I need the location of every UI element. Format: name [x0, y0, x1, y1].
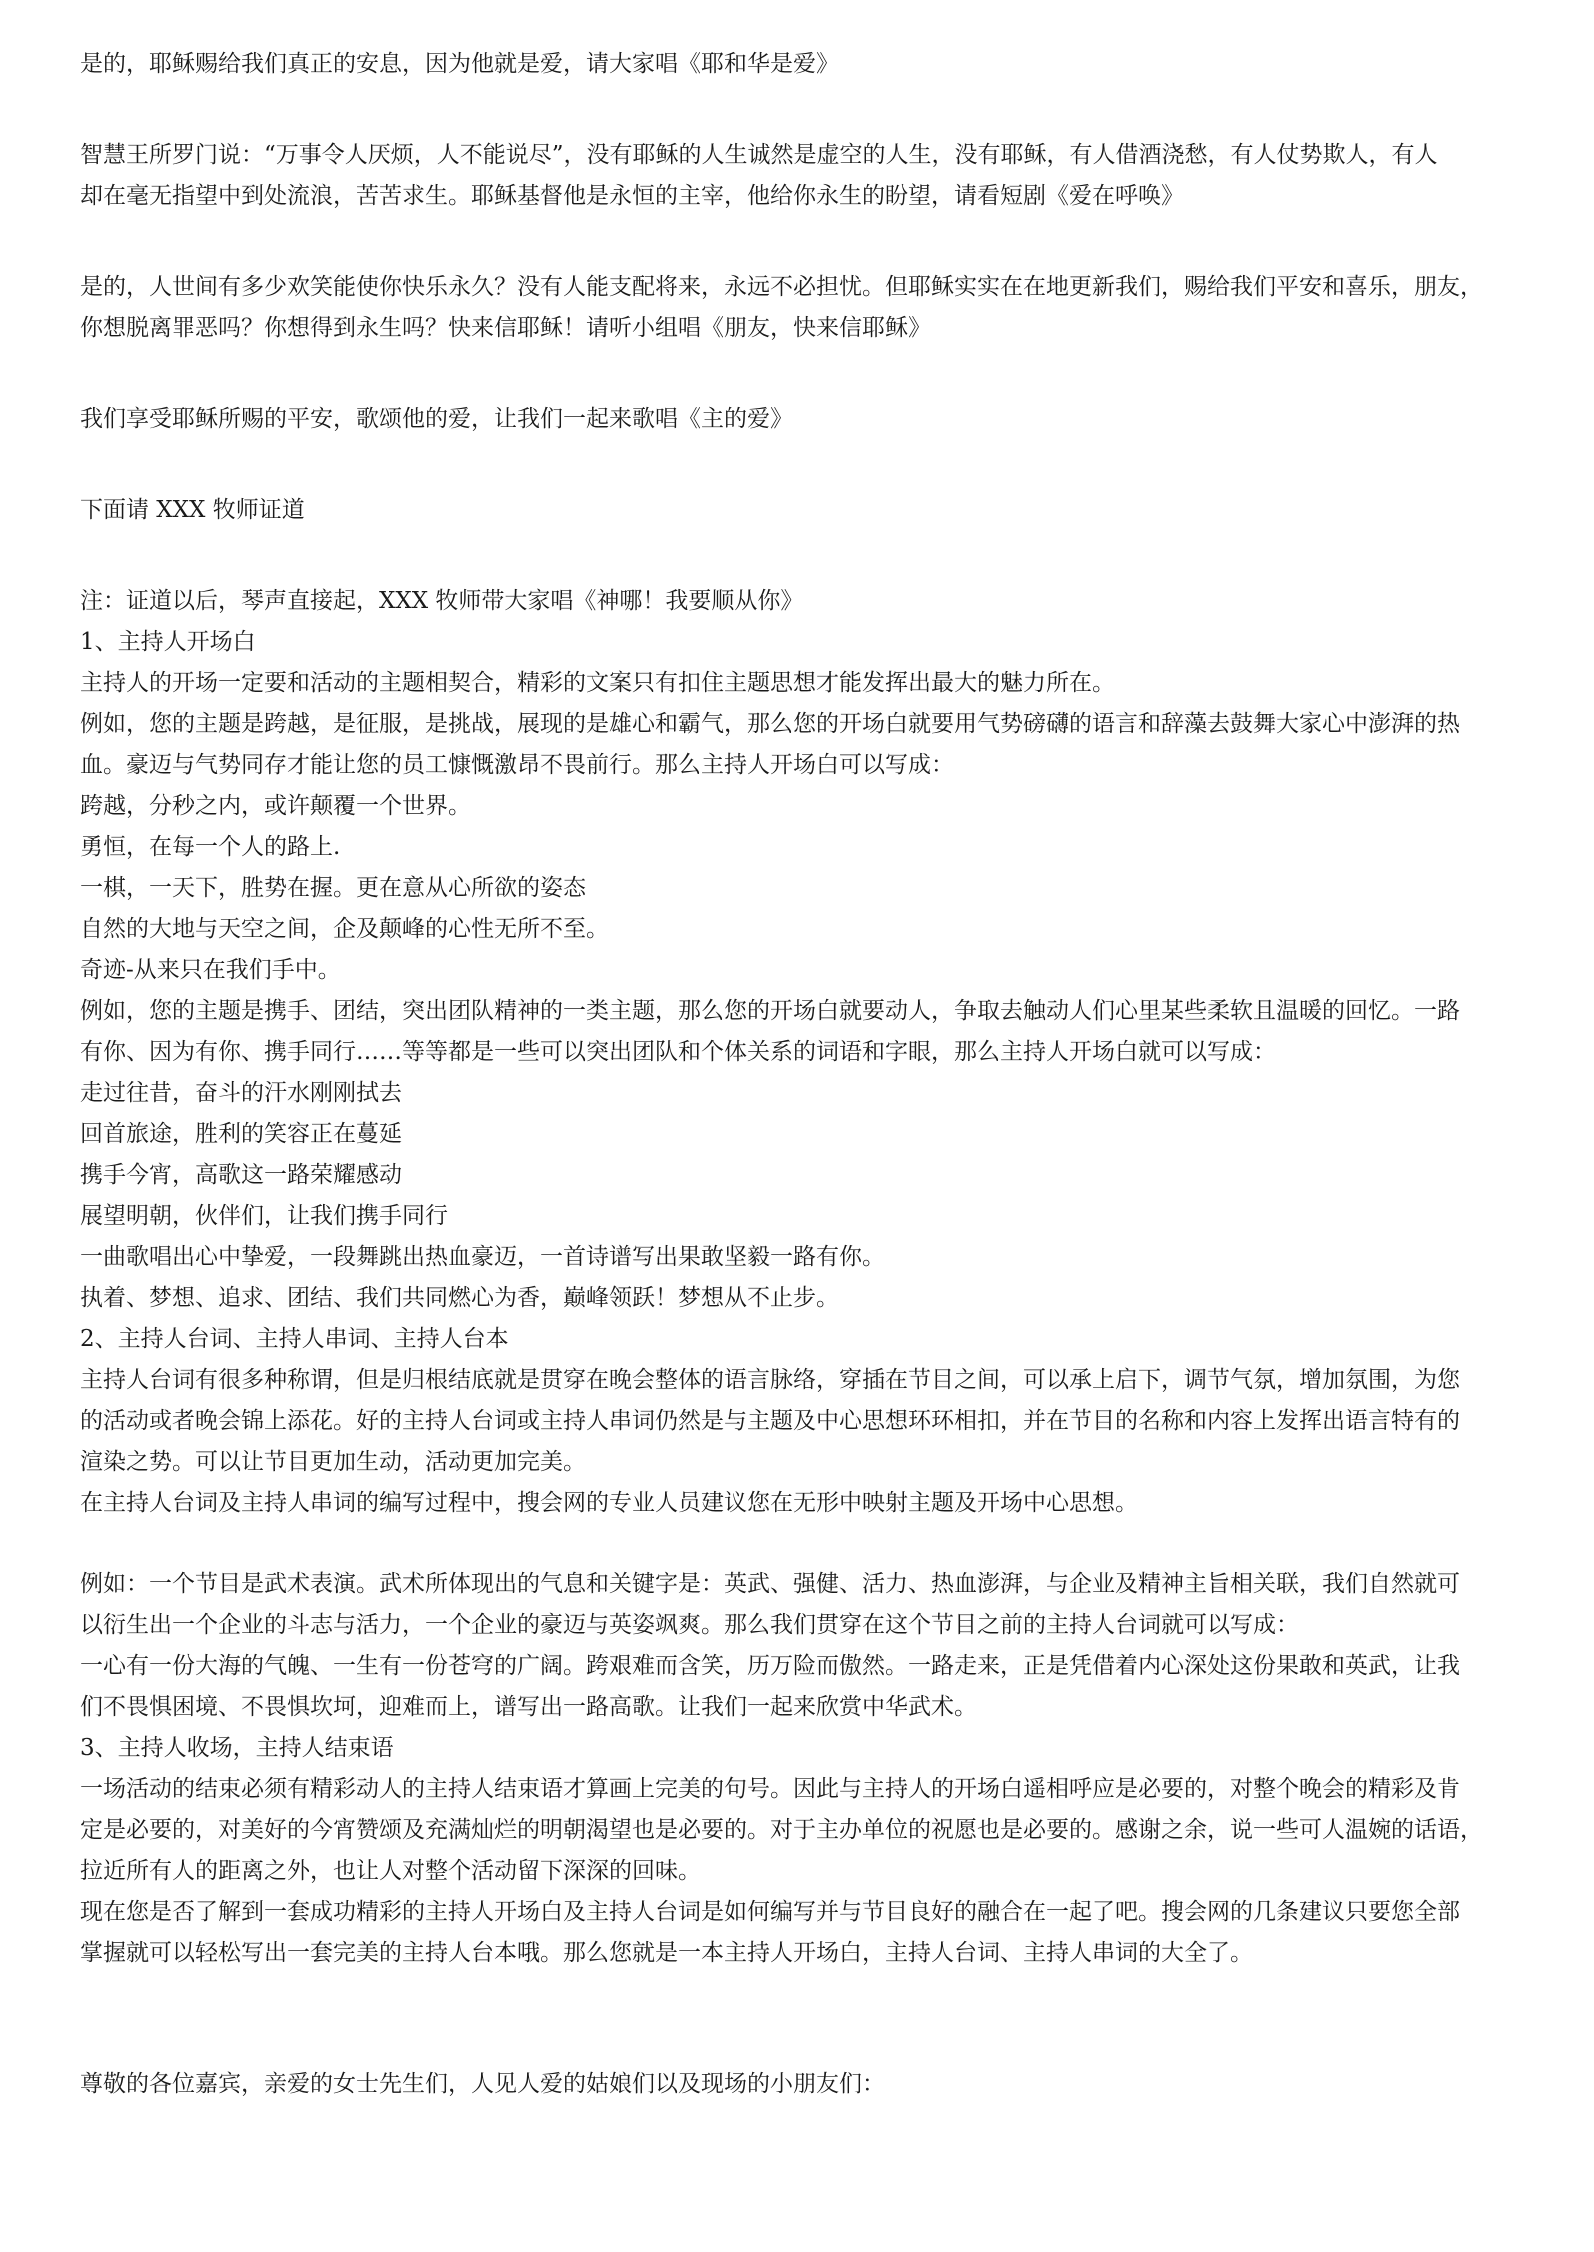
intro-paragraph-3-line-2: 你想脱离罪恶吗？你想得到永生吗？快来信耶稣！请听小组唱《朋友，快来信耶稣》: [80, 315, 931, 341]
section-1-line: 奇迹-从来只在我们手中。: [80, 957, 341, 983]
intro-paragraph-1: 是的，耶稣赐给我们真正的安息，因为他就是爱，请大家唱《耶和华是爱》: [80, 51, 839, 77]
section-1-line: 主持人的开场一定要和活动的主题相契合，精彩的文案只有扣住主题思想才能发挥出最大的魅力所在。: [80, 670, 1115, 696]
section-1-line: 血。豪迈与气势同存才能让您的员工慷慨激昂不畏前行。那么主持人开场白可以写成：: [80, 752, 954, 778]
section-2-line: 的活动或者晚会锦上添花。好的主持人台词或主持人串词仍然是与主题及中心思想环环相扣，并在节目的名称和内容上发挥出语言特有的: [80, 1408, 1460, 1434]
section-3-line: 一场活动的结束必须有精彩动人的主持人结束语才算画上完美的句号。因此与主持人的开场白遥相呼应是必要的，对整个晚会的精彩及肯: [80, 1776, 1460, 1802]
section-3-line: 拉近所有人的距离之外，也让人对整个活动留下深深的回味。: [80, 1858, 701, 1884]
section-1-line: 回首旅途，胜利的笑容正在蔓延: [80, 1121, 402, 1147]
section-1-line: 携手今宵，高歌这一路荣耀感动: [80, 1162, 402, 1188]
section-3-line: 掌握就可以轻松写出一套完美的主持人台本哦。那么您就是一本主持人开场白，主持人台词、主持人串词的大全了。: [80, 1940, 1253, 1966]
section-1-line: 有你、因为有你、携手同行……等等都是一些可以突出团队和个体关系的词语和字眼，那么主持人开场白就可以写成：: [80, 1039, 1276, 1065]
section-1-line: 勇恒，在每一个人的路上.: [80, 834, 341, 860]
section-1-line: 展望明朝，伙伴们，让我们携手同行: [80, 1203, 448, 1229]
section-1-line: 一棋，一天下，胜势在握。更在意从心所欲的姿态: [80, 875, 586, 901]
intro-note: 注：证道以后，琴声直接起，XXX 牧师带大家唱《神哪！我要顺从你》: [80, 588, 804, 614]
intro-paragraph-2-line-2: 却在毫无指望中到处流浪，苦苦求生。耶稣基督他是永恒的主宰，他给你永生的盼望，请看短剧《爱在呼唤》: [80, 183, 1184, 209]
section-1-heading: 1、主持人开场白: [80, 629, 256, 655]
section-1-line: 例如，您的主题是跨越，是征服，是挑战，展现的是雄心和霸气，那么您的开场白就要用气势磅礴的语言和辞藻去鼓舞大家心中澎湃的热: [80, 711, 1460, 737]
section-2-line: 以衍生出一个企业的斗志与活力，一个企业的豪迈与英姿飒爽。那么我们贯穿在这个节目之前的主持人台词就可以写成：: [80, 1612, 1299, 1638]
section-2-line: 主持人台词有很多种称谓，但是归根结底就是贯穿在晚会整体的语言脉络，穿插在节目之间，可以承上启下，调节气氛，增加氛围，为您: [80, 1367, 1460, 1393]
section-2-line: 一心有一份大海的气魄、一生有一份苍穹的广阔。跨艰难而含笑，历万险而傲然。一路走来，正是凭借着内心深处这份果敢和英武，让我: [80, 1653, 1460, 1679]
section-1-line: 走过往昔，奋斗的汗水刚刚拭去: [80, 1080, 402, 1106]
section-2-line: 在主持人台词及主持人串词的编写过程中，搜会网的专业人员建议您在无形中映射主题及开场中心思想。: [80, 1490, 1138, 1516]
intro-paragraph-3-line-1: 是的，人世间有多少欢笑能使你快乐永久？没有人能支配将来，永远不必担忧。但耶稣实实在在地更新我们，赐给我们平安和喜乐，朋友，: [80, 274, 1483, 300]
section-2-line: 例如：一个节目是武术表演。武术所体现出的气息和关键字是：英武、强健、活力、热血澎湃，与企业及精神主旨相关联，我们自然就可: [80, 1571, 1460, 1597]
section-1-line: 例如，您的主题是携手、团结，突出团队精神的一类主题，那么您的开场白就要动人，争取去触动人们心里某些柔软且温暖的回忆。一路: [80, 998, 1460, 1024]
section-2-line: 渲染之势。可以让节目更加生动，活动更加完美。: [80, 1449, 586, 1475]
section-1-line: 跨越，分秒之内，或许颠覆一个世界。: [80, 793, 471, 819]
section-3-line: 定是必要的，对美好的今宵赞颂及充满灿烂的明朝渴望也是必要的。对于主办单位的祝愿也是必要的。感谢之余，说一些可人温婉的话语，: [80, 1817, 1483, 1843]
closing-greeting: 尊敬的各位嘉宾，亲爱的女士先生们，人见人爱的姑娘们以及现场的小朋友们：: [80, 2071, 885, 2097]
section-1-line: 执着、梦想、追求、团结、我们共同燃心为香，巅峰领跃！梦想从不止步。: [80, 1285, 839, 1311]
intro-paragraph-5: 下面请 XXX 牧师证道: [80, 497, 305, 523]
section-1-line: 一曲歌唱出心中挚爱，一段舞跳出热血豪迈，一首诗谱写出果敢坚毅一路有你。: [80, 1244, 885, 1270]
section-1-line: 自然的大地与天空之间，企及颠峰的心性无所不至。: [80, 916, 609, 942]
intro-paragraph-4: 我们享受耶稣所赐的平安，歌颂他的爱，让我们一起来歌唱《主的爱》: [80, 406, 793, 432]
document-page: [80, 44, 1520, 2105]
section-2-heading: 2、主持人台词、主持人串词、主持人台本: [80, 1326, 509, 1352]
section-3-heading: 3、主持人收场，主持人结束语: [80, 1735, 394, 1761]
intro-paragraph-2-line-1: 智慧王所罗门说：“万事令人厌烦，人不能说尽”，没有耶稣的人生诚然是虚空的人生，没有耶稣，有人借酒浇愁，有人仗势欺人，有人: [80, 142, 1438, 168]
section-3-line: 现在您是否了解到一套成功精彩的主持人开场白及主持人台词是如何编写并与节目良好的融合在一起了吧。搜会网的几条建议只要您全部: [80, 1899, 1460, 1925]
section-2-line: 们不畏惧困境、不畏惧坎坷，迎难而上，谱写出一路高歌。让我们一起来欣赏中华武术。: [80, 1694, 977, 1720]
